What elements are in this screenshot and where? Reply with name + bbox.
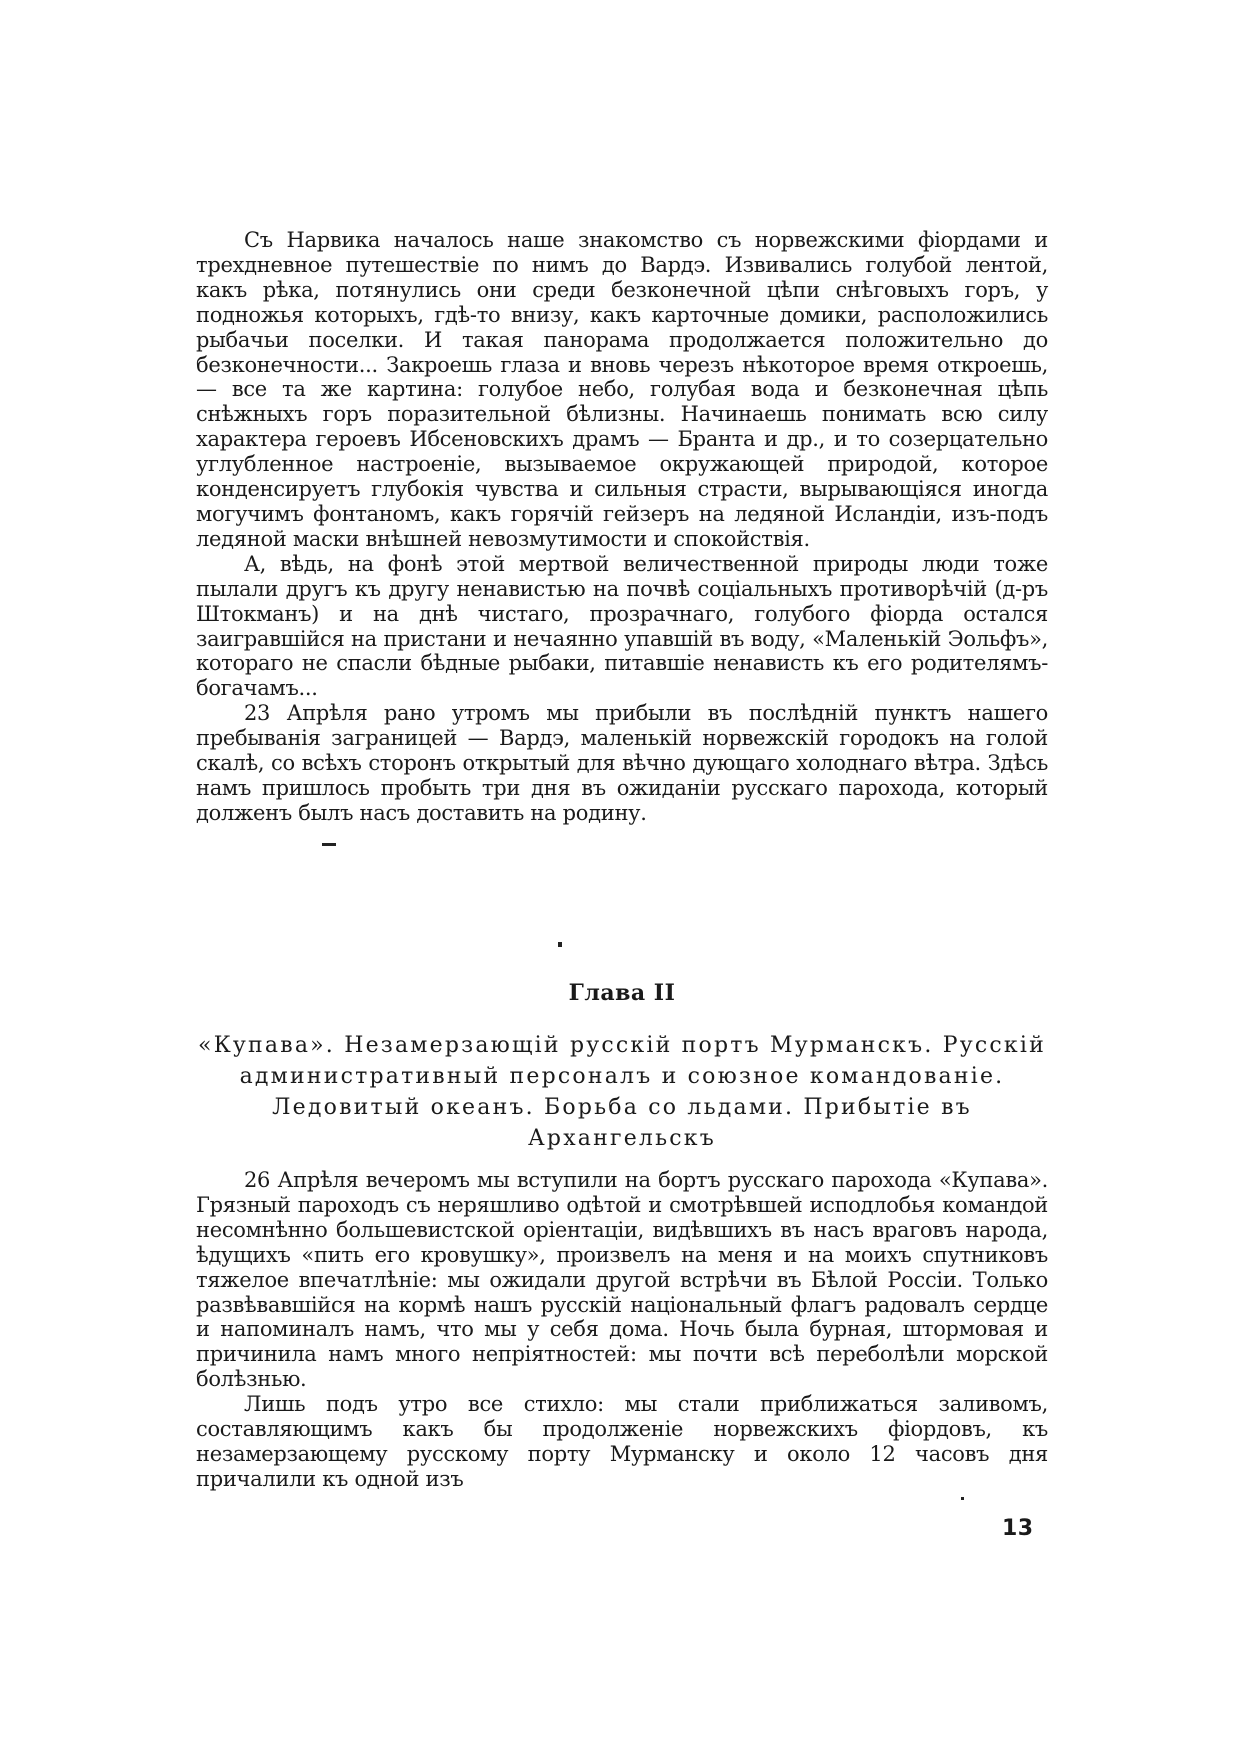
paragraph-arrival-vardo: 23 Апрѣля рано утромъ мы прибыли въ послѣдній пунктъ нашего пребыванія заграницей — Вардэ, маленькій норвежскій городокъ на голой скалѣ, со всѣхъ сторонъ открытый для вѣчно дующаго холоднаго вѣтра. Здѣсь намъ пришлось пробыть три дня въ ожиданіи русскаго парохода, который долженъ былъ насъ доставить на родину.: [196, 701, 1048, 825]
paragraph-narvik-fjords: Съ Нарвика началось наше знакомство съ норвежскими фіордами и трехдневное путешествіе по нимъ до Вардэ. Извивались голубой лентой, какъ рѣка, потянулись они среди безконечной цѣпи снѣговыхъ горъ, у подножья которыхъ, гдѣ-то внизу, какъ карточные домики, расположились рыбачьи поселки. И такая панорама продолжается положительно до безконечности... Закроешь глаза и вновь черезъ нѣкоторое время откроешь, — все та же картина: голубое небо, голубая вода и безконечная цѣпь снѣжныхъ горъ поразительной бѣлизны. Начинаешь понимать всю силу характера героевъ Ибсеновскихъ драмъ — Бранта и др., и то созерцательно углубленное настроеніе, вызываемое окружающей природой, которое конденсируетъ глубокія чувства и сильныя страсти, вырывающіяся иногда могучимъ фонтаномъ, какъ горячій гейзеръ на ледяной Исландіи, изъ-подъ ледяной маски внѣшней невозмутимости и спокойствія.: [196, 228, 1048, 551]
paragraph-nature-hatred: А, вѣдь, на фонѣ этой мертвой величественной природы люди тоже пылали другъ къ другу ненавистью на почвѣ соціальныхъ противорѣчій (д-ръ Штокманъ) и на днѣ чистаго, прозрачнаго, голубого фіорда остался заигравшійся на пристани и нечаянно упавшій въ воду, «Маленькій Эольфъ», котораго не спасли бѣдные рыбаки, питавшіе ненависть къ его родителямъ-богачамъ...: [196, 551, 1048, 701]
chapter-subtitle: «Купава». Незамерзающій русскій портъ Мурманскъ. Русскій административный персоналъ и союзное командованіе. Ледовитый океанъ. Борьба со льдами. Прибытіе въ Архангельскъ: [198, 1033, 1046, 1151]
paragraph-kupava-boarding: 26 Апрѣля вечеромъ мы вступили на бортъ русскаго парохода «Купава». Грязный пароходъ съ неряшливо одѣтой и смотрѣвшей исподлобья командой несомнѣнно большевистской оріентаціи, видѣвшихъ въ насъ враговъ народа, ѣдущихъ «пить его кровушку», произвелъ на меня и на моихъ спутниковъ тяжелое впечатлѣніе: мы ожидали другой встрѣчи въ Бѣлой Россіи. Только развѣвавшійся на кормѣ нашъ русскій національный флагъ радовалъ сердце и напоминалъ намъ, что мы у себя дома. Ночь была бурная, штормовая и причинила намъ много непріятностей: мы почти всѣ переболѣли морской болѣзнью.: [196, 1168, 1048, 1392]
paragraph-approach-murmansk: Лишь подъ утро все стихло: мы стали приближаться заливомъ, составляющимъ какъ бы продолженіе норвежскихъ фіордовъ, къ незамерзающему русскому порту Мурманску и около 12 часовъ дня причалили къ одной изъ: [196, 1392, 1048, 1491]
chapter-heading: Глава II: [568, 980, 676, 1006]
print-mark-dash: [322, 843, 336, 846]
page-number: 13: [1002, 1516, 1034, 1541]
print-mark-dot: [558, 942, 562, 947]
text-section-top: [196, 228, 1048, 826]
print-mark-tick: [961, 1497, 964, 1500]
text-section-bottom: [196, 1168, 1048, 1492]
